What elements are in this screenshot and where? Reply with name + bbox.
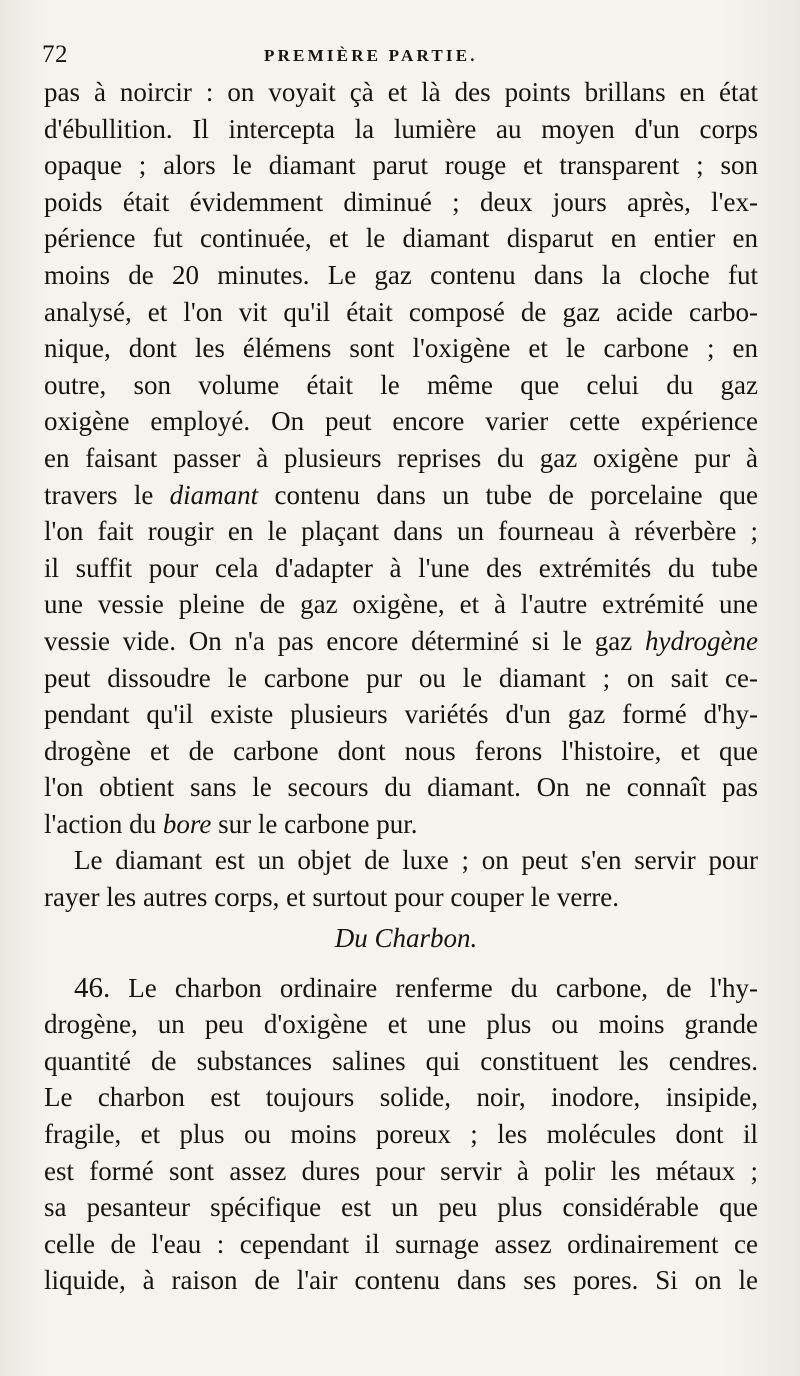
text-line: [44, 970, 758, 1007]
text-line: [44, 623, 758, 660]
text-line: l'on fait rougir en le plaçant dans un fourneau à réverbère ;: [44, 516, 758, 547]
paragraph-diamant-usage: [44, 842, 758, 915]
text-line: nique, dont les élémens sont l'oxigène et le carbone ; en: [44, 333, 758, 364]
text-line: une vessie pleine de gaz oxigène, et à l'autre extrémité une: [44, 589, 758, 620]
text-line: en faisant passer à plusieurs reprises du gaz oxigène pur à: [44, 442, 758, 473]
text-line: pas à noircir : on voyait çà et là des points brillans en état: [44, 77, 758, 107]
text-line: [44, 477, 758, 514]
text-run: contenu dans un tube de porcelaine que: [258, 479, 758, 510]
text-line: l'on obtient sans le secours du diamant. On ne connaît pas: [44, 772, 758, 803]
text-run: travers le: [44, 479, 170, 510]
text-line: drogène et de carbone dont nous ferons l'histoire, et que: [44, 735, 758, 766]
text-run: Le charbon ordinaire renferme du carbone, de l'hy-: [110, 972, 758, 1003]
text-line: oxigène employé. On peut encore varier cette expérience: [44, 406, 758, 437]
text-run: sur le carbone pur.: [211, 808, 418, 839]
text-line: outre, son volume était le même que celui du gaz: [44, 369, 758, 400]
text-line: est formé sont assez dures pour servir à polir les métaux ;: [44, 1155, 758, 1186]
text-line: fragile, et plus ou moins poreux ; les molécules dont il: [44, 1119, 758, 1150]
text-run: vessie vide. On n'a pas encore déterminé si le gaz: [44, 625, 646, 656]
text-line: Le charbon est toujours solide, noir, inodore, insipide,: [44, 1082, 758, 1113]
section-heading: Du Charbon.: [334, 922, 478, 953]
italic-term-hydrogene: hydrogène: [645, 625, 758, 656]
text-line: peut dissoudre le carbone pur ou le diamant ; on sait ce-: [44, 662, 758, 693]
text-line: d'ébullition. Il intercepta la lumière au moyen d'un corps: [44, 113, 758, 144]
text-line: périence fut continuée, et le diamant disparut en entier en: [44, 223, 758, 254]
text-line: celle de l'eau : cependant il surnage assez ordinairement ce: [44, 1228, 758, 1259]
text-line: il suffit pour cela d'adapter à l'une des extrémités du tube: [44, 552, 758, 583]
text-line: [44, 806, 758, 843]
text-line: pendant qu'il existe plusieurs variétés d'un gaz formé d'hy-: [44, 699, 758, 730]
italic-term-bore: bore: [162, 808, 212, 839]
text-line: liquide, à raison de l'air contenu dans ses pores. Si on le: [44, 1265, 758, 1296]
section-number: 46.: [74, 971, 111, 1004]
text-line: sa pesanteur spécifique est un peu plus considérable que: [44, 1192, 758, 1223]
paragraph-diamant-combustion: [44, 74, 758, 842]
page-header: [40, 40, 760, 70]
paragraph-charbon: [44, 970, 758, 1299]
text-line: Le diamant est un objet de luxe ; on peut s'en servir pour: [74, 845, 758, 876]
text-line: moins de 20 minutes. Le gaz contenu dans la cloche fut: [44, 259, 758, 290]
text-line: opaque ; alors le diamant parut rouge et transparent ; son: [44, 150, 758, 181]
page-number: 72: [42, 41, 68, 68]
body-text: [44, 74, 758, 1299]
running-head: PREMIÈRE PARTIE.: [264, 46, 478, 65]
text-line: drogène, un peu d'oxigène et une plus ou moins grande: [44, 1009, 758, 1040]
text-line: quantité de substances salines qui constituent les cendres.: [44, 1045, 758, 1076]
italic-term-diamant: diamant: [169, 479, 259, 510]
text-line: poids était évidemment diminué ; deux jours après, l'ex-: [44, 186, 758, 217]
spacer: [44, 960, 758, 970]
text-run: l'action du: [44, 808, 163, 839]
text-line: analysé, et l'on vit qu'il était composé de gaz acide carbo-: [44, 296, 758, 327]
text-line: rayer les autres corps, et surtout pour couper le verre.: [44, 882, 620, 913]
